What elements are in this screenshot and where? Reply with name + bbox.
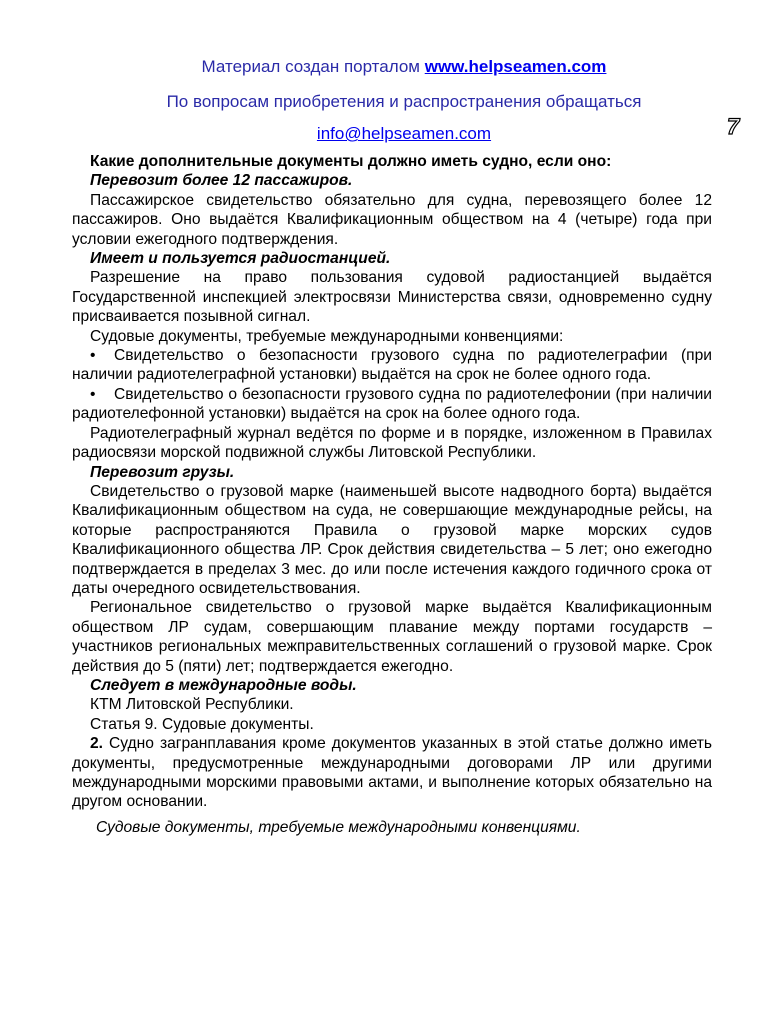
- closing-line: Судовые документы, требуемые международными конвенциями.: [96, 818, 581, 836]
- document-body: [72, 152, 712, 837]
- paragraph: [72, 734, 712, 812]
- question-heading: Какие дополнительные документы должно иметь судно, если оно:: [90, 153, 612, 170]
- paragraph: Статья 9. Судовые документы.: [90, 715, 314, 733]
- bullet-icon: •: [90, 385, 96, 403]
- section-title-passengers: Перевозит более 12 пассажиров.: [90, 172, 353, 190]
- contact-note-line: По вопросам приобретения и распространения обращаться: [166, 92, 642, 111]
- paragraph: Свидетельство о грузовой марке (наименьшей высоте надводного борта) выдаётся Квалификационным обществом на суда, не совершающие международные рейсы, на которые распространяются Правила о грузовой марке морских судов Квалификационного общества ЛР. Срок действия свидетельства – 5 лет; оно ежегодно подтверждается в пределах 3 мес. до или после истечения каждого годичного срока от даты очередного освидетельствования.: [72, 482, 712, 597]
- section-title-international-waters: Следует в международные воды.: [90, 676, 357, 694]
- bullet-icon: •: [90, 347, 96, 365]
- paragraph: Судовые документы, требуемые международными конвенциями:: [90, 327, 564, 345]
- paragraph: Региональное свидетельство о грузовой марке выдаётся Квалификационным обществом ЛР судам, совершающим плавание между портами государств – участников региональных межправительственных соглашений о грузовой марке. Срок действия до 5 (пяти) лет; подтверждается ежегодно.: [72, 599, 712, 675]
- paragraph: КТМ Литовской Республики.: [90, 696, 294, 714]
- paragraph-text: Судно загранплавания кроме документов указанных в этой статье должно иметь документы, предусмотренные международными договорами ЛР или другими международными морскими правовыми актами, и выполнение которых обязательно на другом основании.: [72, 735, 712, 811]
- bullet-item: [72, 385, 712, 424]
- portal-credit-line: [20, 57, 768, 77]
- contact-email-link[interactable]: info@helpseamen.com: [316, 124, 492, 143]
- paragraph: Радиотелеграфный журнал ведётся по форме и в порядке, изложенном в Правилах радиосвязи морской подвижной службы Литовской Республики.: [72, 424, 712, 462]
- bullet-text: Свидетельство о безопасности грузового судна по радиотелефонии (при наличии радиотелефонной установки) выдаётся на срок на более одного года.: [72, 385, 712, 423]
- section-title-cargo: Перевозит грузы.: [90, 463, 235, 481]
- section-title-radio: Имеет и пользуется радиостанцией.: [90, 250, 391, 268]
- bullet-item: [72, 346, 712, 385]
- paragraph: Разрешение на право пользования судовой радиостанцией выдаётся Государственной инспекцией электросвязи Министерства связи, одновременно судну присваивается позывной сигнал.: [72, 269, 712, 326]
- paragraph: Пассажирское свидетельство обязательно для судна, перевозящего более 12 пассажиров. Оно выдаётся Квалификационным обществом на 4 (четыре) года при условии ежегодного подтверждения.: [72, 191, 712, 248]
- contact-email-line: [20, 124, 768, 144]
- page-number: 7: [727, 114, 740, 139]
- bullet-text: Свидетельство о безопасности грузового судна по радиотелеграфии (при наличии радиотелеграфной установки) выдаётся на срок не более одного года.: [72, 347, 712, 384]
- item-number: 2.: [90, 735, 104, 753]
- portal-credit-text: Материал создан порталом: [201, 57, 425, 76]
- portal-website-link[interactable]: www.helpseamen.com: [424, 57, 607, 76]
